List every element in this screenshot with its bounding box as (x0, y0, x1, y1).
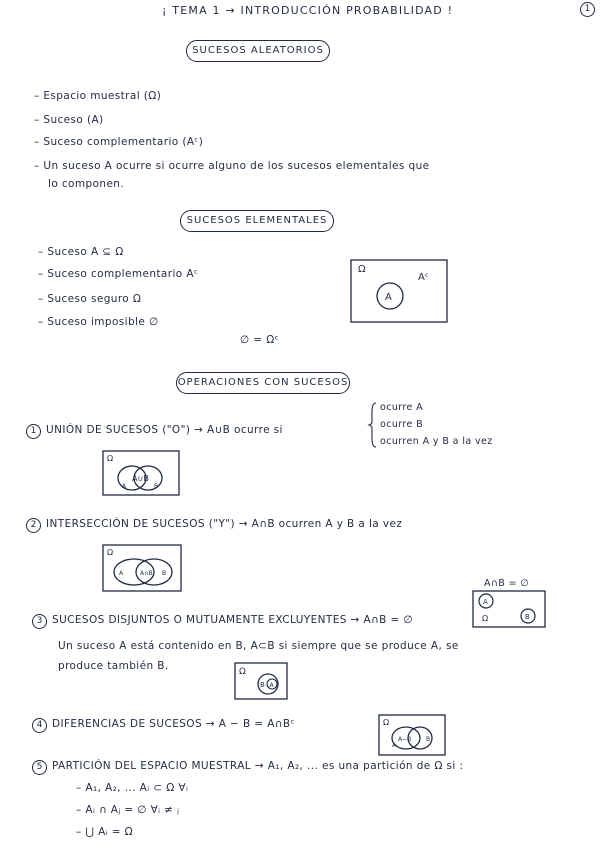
heading-sucesos-elementales: SUCESOS ELEMENTALES (180, 210, 334, 232)
op5-condition-2: – Aᵢ ∩ Aⱼ = ∅ ∀ᵢ ≠ ⱼ (76, 804, 180, 816)
diagram-union (102, 450, 182, 496)
item-suceso-ocurre: – Un suceso A ocurre si ocurre alguno de los sucesos elementales que (34, 160, 430, 172)
difference-b-label: B (426, 736, 431, 743)
contained-omega-label: Ω (239, 667, 246, 677)
union-mid-label: A∪B (132, 474, 149, 483)
op1-brace (368, 402, 378, 448)
op3-note-line1: Un suceso A está contenido en B, A⊂B si siempre que se produce A, se (58, 640, 459, 652)
difference-omega-label: Ω (383, 718, 390, 727)
diagram-complement (350, 258, 450, 324)
union-a-label: A (122, 483, 127, 490)
op1-number: 1 (26, 424, 41, 439)
op5-condition-1: – A₁, A₂, ... Aᵢ ⊂ Ω ∀ᵢ (76, 782, 189, 794)
op1-case-b: ocurre B (380, 419, 424, 430)
intersection-b-label: B (162, 570, 167, 577)
intersection-mid-label: A∩B (140, 570, 153, 577)
heading-operaciones: OPERACIONES CON SUCESOS (176, 372, 350, 394)
intersection-omega-label: Ω (107, 548, 114, 557)
diagram-contained (234, 662, 290, 702)
op1-case-a: ocurre A (380, 402, 424, 413)
op4-text: DIFERENCIAS DE SUCESOS → A − B = A∩Bᶜ (52, 718, 295, 730)
page-title: ¡ TEMA 1 → INTRODUCCIÓN PROBABILIDAD ! (162, 4, 454, 17)
contained-b-label: B (260, 681, 265, 689)
item-suceso-seguro: – Suceso seguro Ω (38, 293, 142, 305)
item-suceso-ocurre-cont: lo componen. (48, 178, 125, 190)
item-suceso: – Suceso (A) (34, 114, 104, 126)
op4-number: 4 (32, 718, 47, 733)
difference-mid-label: A−B (398, 736, 412, 743)
item-espacio-muestral: – Espacio muestral (Ω) (34, 90, 162, 102)
item-suceso-complementario-2: – Suceso complementario Aᶜ (38, 268, 199, 280)
op3-text: SUCESOS DISJUNTOS O MUTUAMENTE EXCLUYENTES → A∩B = ∅ (52, 614, 413, 626)
op1-case-ab: ocurren A y B a la vez (380, 436, 493, 447)
item-suceso-imposible: – Suceso imposible ∅ (38, 316, 159, 328)
intersection-a-label: A (119, 570, 124, 577)
disjoint-a-label: A (483, 598, 488, 606)
op5-number: 5 (32, 760, 47, 775)
diagram-complement-label: Aᶜ (418, 272, 429, 283)
diagram-set-a-label: A (385, 292, 392, 303)
item-suceso-complementario: – Suceso complementario (Aᶜ) (34, 136, 204, 148)
difference-a-label: A (392, 743, 396, 749)
op5-condition-3: – ⋃ Aᵢ = Ω (76, 826, 134, 838)
disjoint-label: A∩B = ∅ (484, 578, 530, 589)
heading-sucesos-aleatorios: SUCESOS ALEATORIOS (186, 40, 330, 62)
diagram-intersection (102, 544, 184, 592)
union-b-label: B (154, 483, 159, 490)
formula-empty-set: ∅ = Ωᶜ (240, 334, 279, 346)
diagram-omega-label: Ω (358, 264, 366, 275)
disjoint-omega-label: Ω (482, 614, 489, 623)
op5-text: PARTICIÓN DEL ESPACIO MUESTRAL → A₁, A₂, ... es una partición de Ω si : (52, 760, 464, 772)
diagram-disjoint (472, 590, 548, 630)
disjoint-b-label: B (525, 613, 530, 621)
op3-note-line2: produce también B. (58, 660, 169, 672)
contained-a-label: A (269, 682, 274, 689)
item-suceso-subset: – Suceso A ⊆ Ω (38, 246, 124, 258)
op2-number: 2 (26, 518, 41, 533)
op3-number: 3 (32, 614, 47, 629)
diagram-difference (378, 714, 448, 756)
union-omega-label: Ω (107, 454, 114, 463)
page-number: 1 (580, 2, 595, 17)
op2-text: INTERSECCIÓN DE SUCESOS ("Y") → A∩B ocurren A y B a la vez (46, 518, 403, 530)
op1-text: UNIÓN DE SUCESOS ("O") → A∪B ocurre si (46, 424, 283, 436)
